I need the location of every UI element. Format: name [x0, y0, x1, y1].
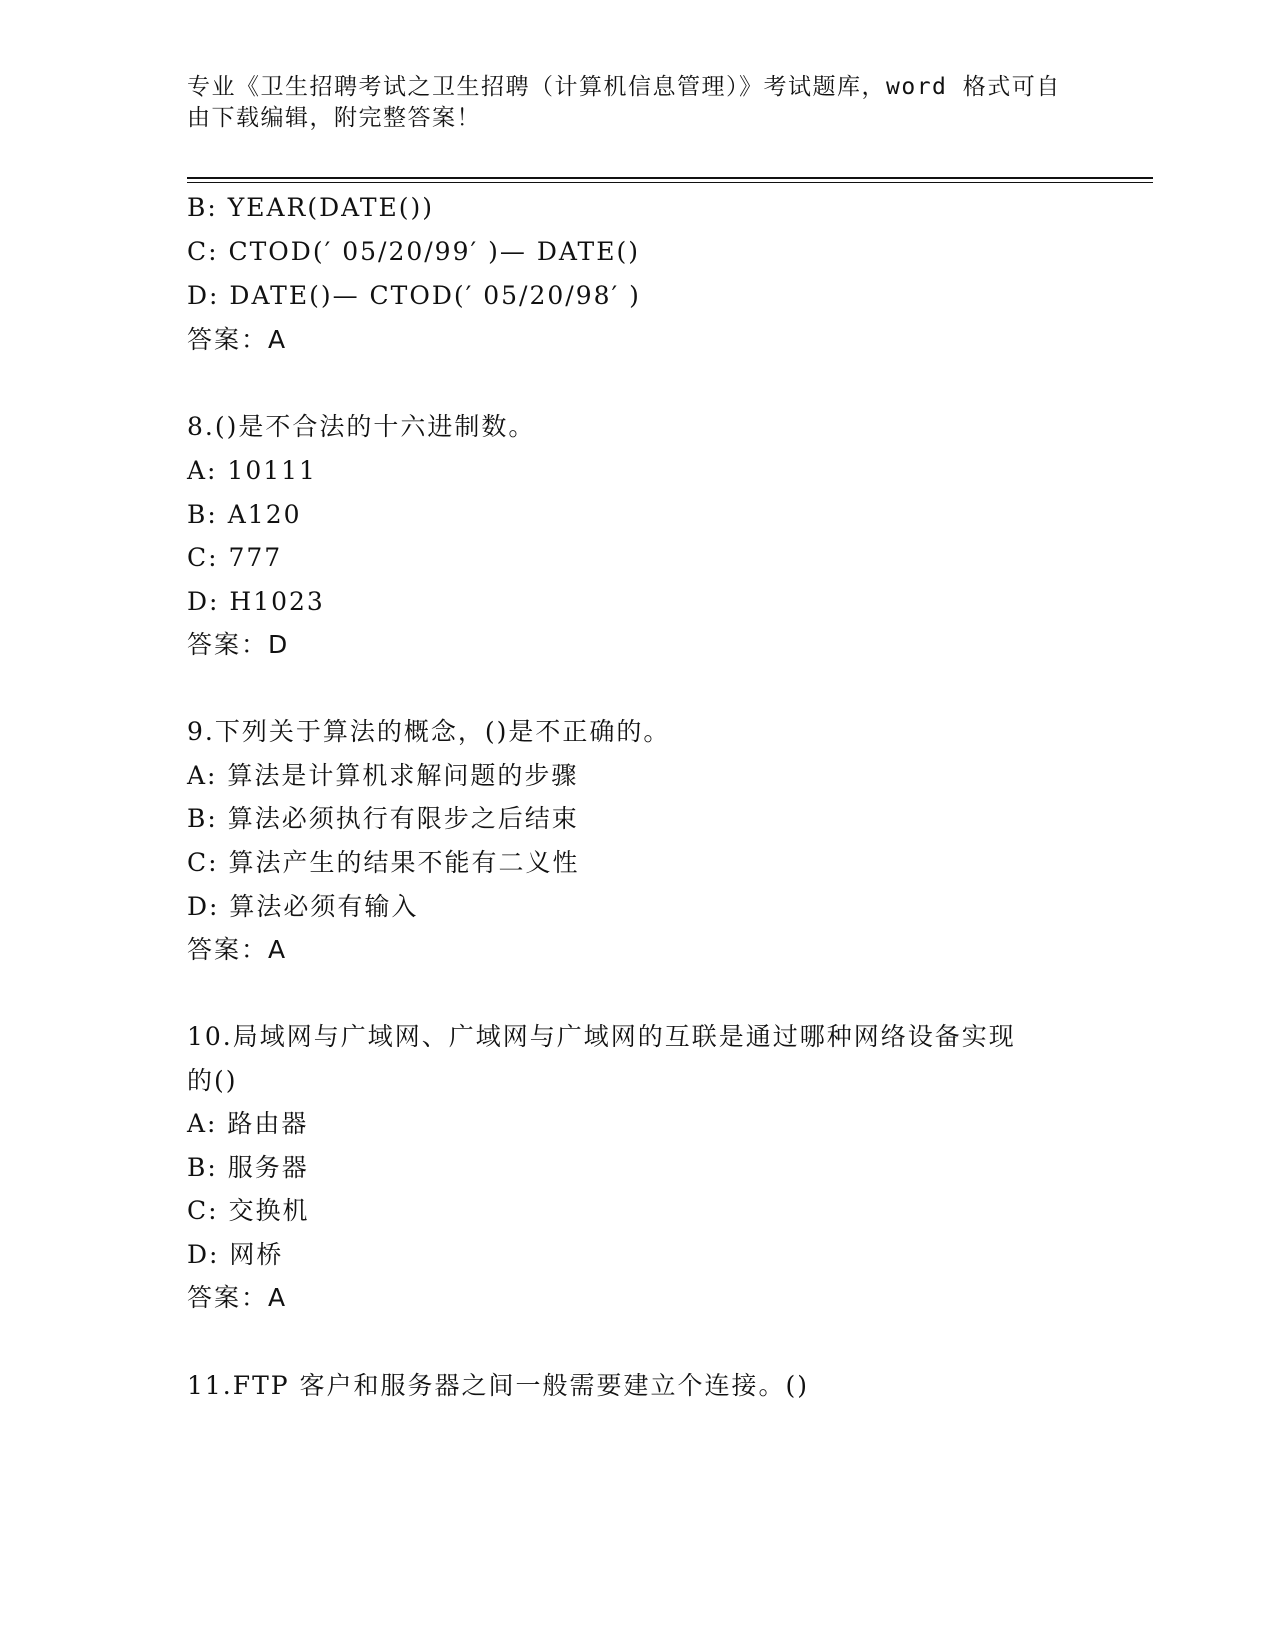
- header-divider-thin: [187, 182, 1153, 183]
- header-line-1: 专业《卫生招聘考试之卫生招聘（计算机信息管理）》考试题库，word 格式可自: [187, 74, 1061, 100]
- q10-question-line-1: 10.局域网与广域网、广域网与广域网的互联是通过哪种网络设备实现: [187, 1022, 1016, 1051]
- q8-option-b: B: A120: [187, 500, 302, 529]
- q10-option-c: C: 交换机: [187, 1196, 310, 1225]
- q8-option-c: C: 777: [187, 543, 283, 572]
- q10-question-line-2: 的(): [187, 1066, 238, 1095]
- q8-option-a: A: 10111: [187, 456, 317, 485]
- q9-option-c: C: 算法产生的结果不能有二义性: [187, 848, 580, 877]
- q8-answer: 答案：D: [187, 630, 290, 659]
- q10-option-d: D: 网桥: [187, 1240, 284, 1269]
- q9-question: 9.下列关于算法的概念，()是不正确的。: [187, 717, 671, 746]
- q9-option-d: D: 算法必须有输入: [187, 892, 419, 921]
- q7-option-c: C: CTOD(′ 05/20/99′ )— DATE(): [187, 237, 640, 266]
- header-line-2: 由下载编辑，附完整答案！: [187, 105, 481, 131]
- q7-option-d: D: DATE()— CTOD(′ 05/20/98′ ): [187, 281, 641, 310]
- q7-option-b: B: YEAR(DATE()): [187, 193, 435, 222]
- q7-answer: 答案：A: [187, 325, 288, 354]
- q9-answer: 答案：A: [187, 935, 288, 964]
- q10-option-a: A: 路由器: [187, 1109, 309, 1138]
- q10-answer: 答案：A: [187, 1283, 288, 1312]
- document-header: [187, 72, 1067, 134]
- q8-option-d: D: H1023: [187, 587, 325, 616]
- q11-question: 11.FTP 客户和服务器之间一般需要建立个连接。(): [187, 1371, 810, 1400]
- header-divider-thick: [187, 177, 1153, 179]
- q9-option-a: A: 算法是计算机求解问题的步骤: [187, 761, 579, 790]
- q8-question: 8.()是不合法的十六进制数。: [187, 412, 536, 441]
- q9-option-b: B: 算法必须执行有限步之后结束: [187, 804, 579, 833]
- q10-option-b: B: 服务器: [187, 1153, 309, 1182]
